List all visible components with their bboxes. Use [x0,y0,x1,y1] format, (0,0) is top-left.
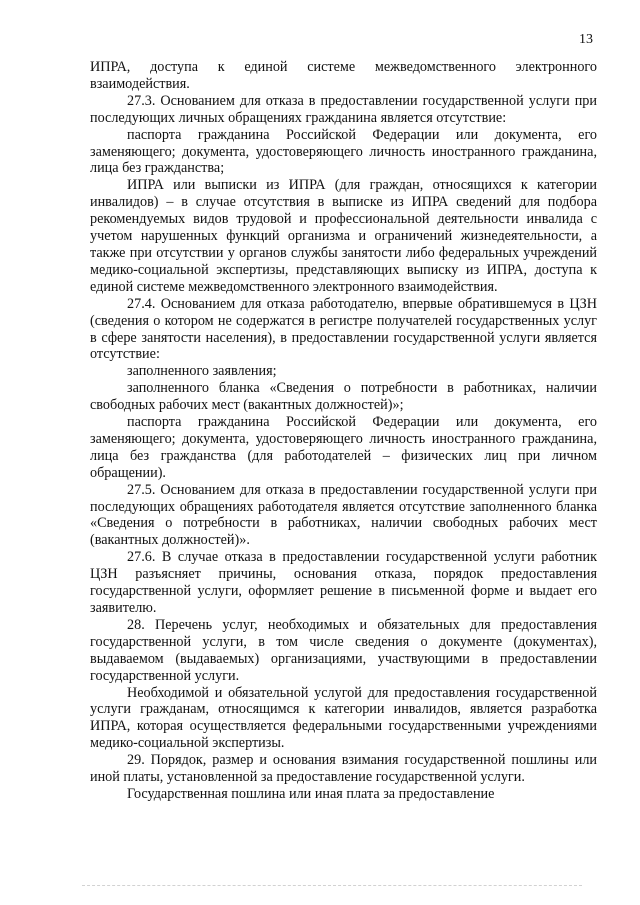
paragraph-28: 28. Перечень услуг, необходимых и обязательных для предоставления государственной услуги, в том числе сведения о документе (документах), выдаваемом (выдаваемых) организациями, участвующими в предоставлении государственной услуги. [90,616,597,684]
paragraph-passport-citizen: паспорта гражданина Российской Федерации или документа, его заменяющего; документа, удостоверяющего личность иностранного гражданина, лица без гражданства; [90,126,597,177]
paragraph-27-3: 27.3. Основанием для отказа в предоставлении государственной услуги при последующих личных обращениях гражданина является отсутствие: [90,92,597,126]
paragraph-filled-form: заполненного бланка «Сведения о потребности в работниках, наличии свободных рабочих мест (вакантных должностей)»; [90,380,597,414]
paragraph-ipra-extract: ИПРА или выписки из ИПРА (для граждан, относящихся к категории инвалидов) – в случае отсутствия в выписке из ИПРА сведений для подбора рекомендуемых видов трудовой и профессиональной деятельности инвалида с учетом нарушенных функций организма и ограничений жизнедеятельности, а также при отсутствии у органов службы занятости либо федеральных учреждений медико-социальной экспертизы, представляющих выписку из ИПРА, доступа к единой системе межведомственного электронного взаимодействия. [90,177,597,295]
body-text [90,59,597,803]
paragraph-state-duty: Государственная пошлина или иная плата за предоставление [127,785,495,802]
paragraph-29: 29. Порядок, размер и основания взимания государственной пошлины или иной платы, установленной за предоставление государственной услуги. [90,752,597,786]
page-number: 13 [579,32,593,47]
paragraph-mandatory-service: Необходимой и обязательной услугой для предоставления государственной услуги гражданам, относящимся к категории инвалидов, является разработка ИПРА, которая осуществляется федеральными государственными учреждениями медико-социальной экспертизы. [90,684,597,752]
paragraph-ipra-continuation: ИПРА, доступа к единой системе межведомственного электронного взаимодействия. [90,59,597,92]
paragraph-27-6: 27.6. В случае отказа в предоставлении государственной услуги работник ЦЗН разъясняет причины, основания отказа, порядок предоставления государственной услуги, оформляет решение в письменной форме и выдает его заявителю. [90,549,597,616]
paragraph-27-5: 27.5. Основанием для отказа в предоставлении государственной услуги при последующих обращениях работодателя является отсутствие заполненного бланка «Сведения о потребности в работниках, наличии свободных рабочих мест (вакантных должностей)». [90,481,597,549]
paragraph-filled-application: заполненного заявления; [127,363,277,380]
paragraph-27-4: 27.4. Основанием для отказа работодателю, впервые обратившемуся в ЦЗН (сведения о котором не содержатся в регистре получателей государственных услуг в сфере занятости населения), в предоставлении государственной услуги является отсутствие: [90,295,597,363]
scan-edge-line [82,885,582,886]
paragraph-passport-employer: паспорта гражданина Российской Федерации или документа, его заменяющего; документа, удостоверяющего личность иностранного гражданина, лица без гражданства (для работодателей – физических лиц при личном обращении). [90,414,597,481]
